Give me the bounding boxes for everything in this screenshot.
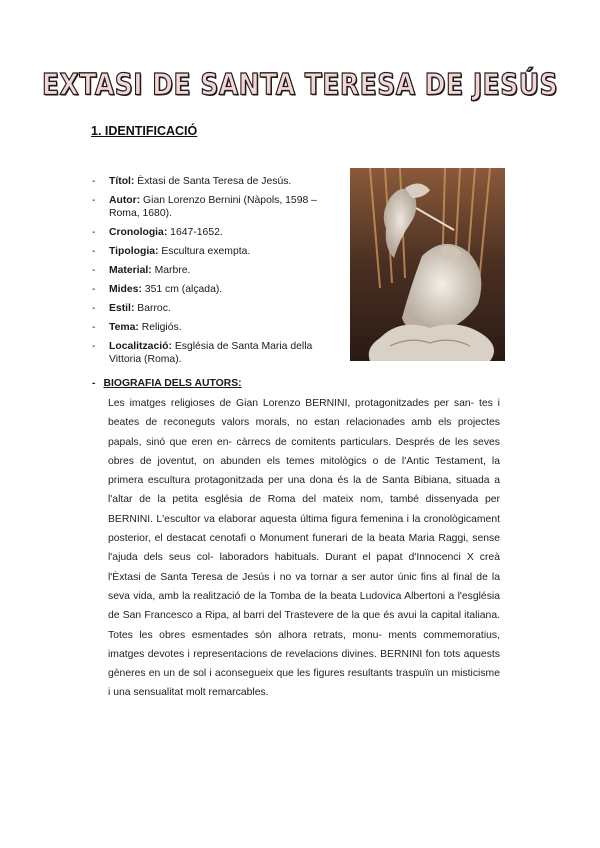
bullet-dash: - bbox=[92, 378, 96, 389]
bullet-dash: - bbox=[92, 227, 96, 238]
ident-label: Mides: bbox=[109, 284, 142, 295]
ident-label: Autor: bbox=[109, 195, 141, 206]
bullet-dash: - bbox=[92, 246, 96, 257]
bio-heading-text: BIOGRAFIA DELS AUTORS: bbox=[103, 378, 242, 389]
ident-item-estil bbox=[92, 302, 342, 315]
ident-item-autor bbox=[92, 194, 342, 220]
ident-value: Barroc. bbox=[134, 303, 171, 314]
bullet-dash: - bbox=[92, 341, 96, 352]
ident-value: Església de Santa Maria della Vittoria (Roma). bbox=[109, 341, 313, 365]
bio-heading bbox=[92, 378, 242, 389]
ident-item-localitzacio bbox=[92, 340, 342, 366]
ident-item-cronologia bbox=[92, 226, 342, 239]
ident-label: Localització: bbox=[109, 341, 172, 352]
ident-label: Títol: bbox=[109, 176, 135, 187]
ident-label: Estil: bbox=[109, 303, 135, 314]
ident-label: Tipologia: bbox=[109, 246, 159, 257]
bio-paragraph: Les imatges religioses de Gian Lorenzo BERNINI, protagonitzades per san- tes i beates de reconeguts valors morals, no estan relacionades amb els projectes papals, sinó que eren en- càrrecs de comitents particulars. Després de les seves obres de joventut, on abunden els temes mitològics o de l'Antic Testament, la primera escultura protagonitzada per una dona és la de Santa Bibiana, situada a l'altar de la petita església de Roma del mateix nom, també dissenyada per BERNINI. L'escultor va elaborar aquesta última figura femenina i la cronològicament posterior, el destacat cenotafi o Monument funerari de la beata Maria Raggi, sense l'ajuda dels seus col- laboradors habituals. Durant el papat d'Innocenci X creà l'Èxtasi de Santa Teresa de Jesús i no va tornar a ser autor únic fins al final de la seva vida, amb la realització de la Tomba de la beata Ludovica Albertoni a l'església de San Francesco a Ripa, al barri del Trastevere de la que és avui la capital italiana. Totes les obres esmentades són alhora retrats, monu- ments commemoratius, imatges devotes i representacions de revelacions divines. BERNINI fon tots aquests gèneres en un de sol i aconsegueix que les figures resultants traspuïn un misticisme i una sensualitat molt remarcables. bbox=[108, 398, 500, 699]
ident-label: Material: bbox=[109, 265, 152, 276]
document-title: EXTASI DE SANTA TERESA DE JESÚS bbox=[41, 67, 559, 102]
ident-item-tipologia bbox=[92, 245, 342, 258]
ident-item-titol bbox=[92, 175, 342, 188]
ident-value: Religiós. bbox=[138, 322, 182, 333]
ident-label: Cronologia: bbox=[109, 227, 168, 238]
ident-value: Gian Lorenzo Bernini (Nàpols, 1598 – Roma, 1680). bbox=[109, 195, 317, 219]
bullet-dash: - bbox=[92, 265, 96, 276]
ident-value: 1647-1652. bbox=[167, 227, 223, 238]
bullet-dash: - bbox=[92, 176, 96, 187]
ident-item-material bbox=[92, 264, 342, 277]
bullet-dash: - bbox=[92, 322, 96, 333]
ident-value: Marbre. bbox=[151, 265, 191, 276]
sculpture-photo bbox=[350, 168, 505, 361]
bullet-dash: - bbox=[92, 195, 96, 206]
ident-value: 351 cm (alçada). bbox=[141, 284, 223, 295]
bullet-dash: - bbox=[92, 284, 96, 295]
ident-value: Èxtasi de Santa Teresa de Jesús. bbox=[134, 176, 292, 187]
identification-list bbox=[92, 175, 342, 372]
bullet-dash: - bbox=[92, 303, 96, 314]
ident-value: Escultura exempta. bbox=[158, 246, 251, 257]
ident-label: Tema: bbox=[109, 322, 139, 333]
ident-item-tema bbox=[92, 321, 342, 334]
section-heading-identificacio: 1. IDENTIFICACIÓ bbox=[91, 124, 198, 138]
ident-item-mides bbox=[92, 283, 342, 296]
